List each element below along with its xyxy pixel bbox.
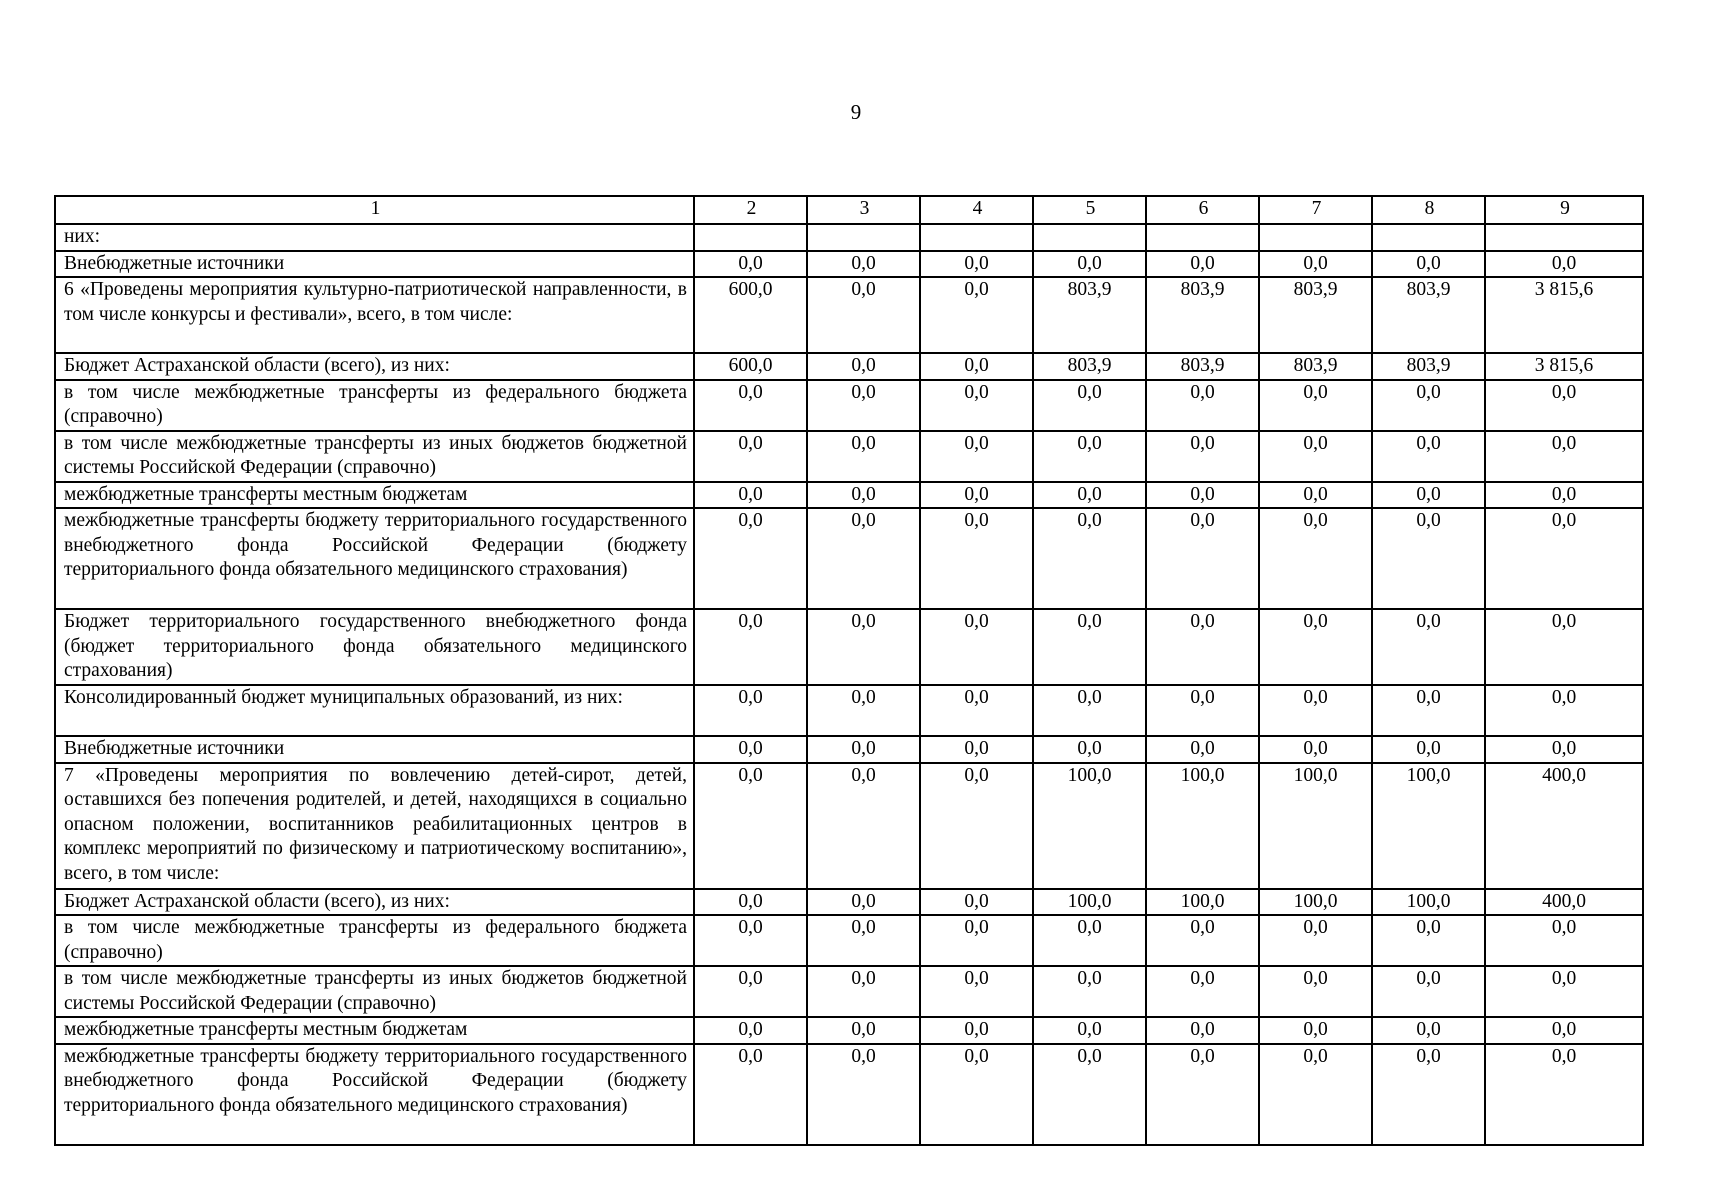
value-cell: 0,0 <box>694 915 807 966</box>
value-cell: 0,0 <box>1372 915 1485 966</box>
value-cell: 100,0 <box>1033 889 1146 916</box>
value-cell: 0,0 <box>694 431 807 482</box>
value-cell: 0,0 <box>920 353 1033 380</box>
value-cell: 0,0 <box>1372 966 1485 1017</box>
value-cell: 0,0 <box>1372 482 1485 509</box>
table-row <box>55 609 1643 685</box>
value-cell: 0,0 <box>807 736 920 763</box>
value-cell: 0,0 <box>1485 431 1643 482</box>
value-cell: 0,0 <box>1485 736 1643 763</box>
value-cell: 0,0 <box>1259 380 1372 431</box>
value-cell: 100,0 <box>1146 763 1259 889</box>
value-cell: 0,0 <box>1485 966 1643 1017</box>
value-cell: 0,0 <box>1259 966 1372 1017</box>
value-cell <box>694 224 807 251</box>
value-cell: 803,9 <box>1146 353 1259 380</box>
value-cell: 0,0 <box>1259 251 1372 278</box>
value-cell: 3 815,6 <box>1485 353 1643 380</box>
value-cell: 0,0 <box>1146 966 1259 1017</box>
table-row <box>55 685 1643 736</box>
value-cell: 600,0 <box>694 353 807 380</box>
value-cell: 0,0 <box>920 736 1033 763</box>
value-cell: 0,0 <box>694 482 807 509</box>
value-cell: 803,9 <box>1372 353 1485 380</box>
value-cell: 0,0 <box>1485 380 1643 431</box>
value-cell: 0,0 <box>694 251 807 278</box>
value-cell: 0,0 <box>1146 431 1259 482</box>
value-cell: 0,0 <box>1033 431 1146 482</box>
value-cell: 0,0 <box>1259 431 1372 482</box>
row-label: межбюджетные трансферты бюджету территориального государственного внебюджетного фонда Российской Федерации (бюджету территориального фонда обязательного медицинского страхования) <box>55 508 694 609</box>
row-label: Бюджет Астраханской области (всего), из них: <box>55 889 694 916</box>
value-cell: 0,0 <box>807 763 920 889</box>
row-label: межбюджетные трансферты местным бюджетам <box>55 482 694 509</box>
value-cell: 0,0 <box>807 1044 920 1145</box>
value-cell: 0,0 <box>807 889 920 916</box>
value-cell: 0,0 <box>1485 508 1643 609</box>
value-cell: 0,0 <box>694 889 807 916</box>
row-label: в том числе межбюджетные трансферты из иных бюджетов бюджетной системы Российской Федерации (справочно) <box>55 966 694 1017</box>
value-cell: 803,9 <box>1259 277 1372 353</box>
value-cell: 0,0 <box>1372 431 1485 482</box>
value-cell: 0,0 <box>1372 685 1485 736</box>
table-row <box>55 482 1643 509</box>
value-cell: 0,0 <box>807 353 920 380</box>
row-label: межбюджетные трансферты бюджету территориального государственного внебюджетного фонда Российской Федерации (бюджету территориального фонда обязательного медицинского страхования) <box>55 1044 694 1145</box>
value-cell: 0,0 <box>694 609 807 685</box>
header-cell: 3 <box>807 196 920 224</box>
value-cell: 0,0 <box>920 966 1033 1017</box>
value-cell: 0,0 <box>1259 508 1372 609</box>
row-label: 6 «Проведены мероприятия культурно-патриотической направленности, в том числе конкурсы и фестивали», всего, в том числе: <box>55 277 694 353</box>
value-cell: 0,0 <box>920 685 1033 736</box>
value-cell: 0,0 <box>1485 685 1643 736</box>
row-label: в том числе межбюджетные трансферты из федерального бюджета (справочно) <box>55 380 694 431</box>
header-cell: 8 <box>1372 196 1485 224</box>
value-cell: 0,0 <box>1259 482 1372 509</box>
value-cell: 100,0 <box>1259 763 1372 889</box>
table-row <box>55 353 1643 380</box>
row-label: 7 «Проведены мероприятия по вовлечению детей-сирот, детей, оставшихся без попечения родителей, и детей, находящихся в социально опасном положении, воспитанников реабилитационных центров в комплекс мероприятий по физическому и патриотическому воспитанию», всего, в том числе: <box>55 763 694 889</box>
page-number: 9 <box>850 100 862 124</box>
value-cell: 803,9 <box>1033 353 1146 380</box>
table-row <box>55 763 1643 889</box>
value-cell: 0,0 <box>694 736 807 763</box>
header-cell: 5 <box>1033 196 1146 224</box>
row-label: в том числе межбюджетные трансферты из федерального бюджета (справочно) <box>55 915 694 966</box>
value-cell: 0,0 <box>920 431 1033 482</box>
value-cell <box>807 224 920 251</box>
value-cell: 0,0 <box>1259 1044 1372 1145</box>
value-cell: 803,9 <box>1372 277 1485 353</box>
value-cell: 803,9 <box>1146 277 1259 353</box>
value-cell: 0,0 <box>1146 508 1259 609</box>
value-cell <box>1485 224 1643 251</box>
table-body <box>55 196 1643 1145</box>
value-cell: 400,0 <box>1485 763 1643 889</box>
value-cell: 0,0 <box>694 763 807 889</box>
value-cell: 0,0 <box>1259 609 1372 685</box>
value-cell: 0,0 <box>1033 482 1146 509</box>
value-cell: 0,0 <box>1485 915 1643 966</box>
value-cell: 0,0 <box>1485 1044 1643 1145</box>
value-cell: 0,0 <box>1146 609 1259 685</box>
value-cell: 0,0 <box>1033 508 1146 609</box>
value-cell: 0,0 <box>1372 508 1485 609</box>
header-cell: 7 <box>1259 196 1372 224</box>
value-cell: 100,0 <box>1033 763 1146 889</box>
value-cell <box>920 224 1033 251</box>
row-label: межбюджетные трансферты местным бюджетам <box>55 1017 694 1044</box>
value-cell: 0,0 <box>920 482 1033 509</box>
row-label: Бюджет территориального государственного внебюджетного фонда (бюджет территориального фонда обязательного медицинского страхования) <box>55 609 694 685</box>
header-cell: 1 <box>55 196 694 224</box>
table-row <box>55 224 1643 251</box>
value-cell <box>1372 224 1485 251</box>
value-cell <box>1259 224 1372 251</box>
table-row <box>55 736 1643 763</box>
value-cell: 0,0 <box>920 380 1033 431</box>
value-cell: 0,0 <box>1146 1044 1259 1145</box>
value-cell: 0,0 <box>1372 609 1485 685</box>
value-cell: 100,0 <box>1372 763 1485 889</box>
value-cell: 0,0 <box>807 431 920 482</box>
value-cell: 0,0 <box>1033 966 1146 1017</box>
table-row <box>55 1044 1643 1145</box>
table-header-row <box>55 196 1643 224</box>
table-row <box>55 277 1643 353</box>
row-label: них: <box>55 224 694 251</box>
value-cell: 0,0 <box>920 915 1033 966</box>
value-cell: 0,0 <box>1146 251 1259 278</box>
value-cell: 0,0 <box>807 380 920 431</box>
value-cell <box>1033 224 1146 251</box>
value-cell: 100,0 <box>1259 889 1372 916</box>
table-row <box>55 431 1643 482</box>
value-cell: 0,0 <box>1372 251 1485 278</box>
value-cell: 0,0 <box>807 251 920 278</box>
budget-table <box>54 195 1644 1146</box>
value-cell: 0,0 <box>1033 1017 1146 1044</box>
value-cell: 0,0 <box>920 763 1033 889</box>
value-cell: 0,0 <box>1146 1017 1259 1044</box>
value-cell: 100,0 <box>1146 889 1259 916</box>
value-cell: 0,0 <box>1485 482 1643 509</box>
value-cell: 0,0 <box>807 277 920 353</box>
value-cell: 0,0 <box>1259 1017 1372 1044</box>
value-cell: 0,0 <box>807 966 920 1017</box>
value-cell: 0,0 <box>920 251 1033 278</box>
table-row <box>55 251 1643 278</box>
value-cell: 0,0 <box>920 889 1033 916</box>
value-cell: 0,0 <box>1372 736 1485 763</box>
value-cell: 0,0 <box>807 508 920 609</box>
value-cell: 0,0 <box>1033 915 1146 966</box>
value-cell: 0,0 <box>1372 1017 1485 1044</box>
value-cell: 0,0 <box>807 482 920 509</box>
value-cell: 0,0 <box>1372 380 1485 431</box>
value-cell: 0,0 <box>694 1044 807 1145</box>
value-cell: 0,0 <box>1033 736 1146 763</box>
value-cell: 0,0 <box>694 966 807 1017</box>
value-cell: 0,0 <box>1146 736 1259 763</box>
table-row <box>55 1017 1643 1044</box>
value-cell: 600,0 <box>694 277 807 353</box>
value-cell <box>1146 224 1259 251</box>
value-cell: 0,0 <box>694 685 807 736</box>
value-cell: 0,0 <box>1146 685 1259 736</box>
row-label: Бюджет Астраханской области (всего), из них: <box>55 353 694 380</box>
row-label: Внебюджетные источники <box>55 251 694 278</box>
header-cell: 9 <box>1485 196 1643 224</box>
table-row <box>55 966 1643 1017</box>
table-row <box>55 889 1643 916</box>
value-cell: 0,0 <box>1372 1044 1485 1145</box>
value-cell: 0,0 <box>1146 482 1259 509</box>
value-cell: 0,0 <box>1146 380 1259 431</box>
row-label: Внебюджетные источники <box>55 736 694 763</box>
value-cell: 0,0 <box>807 609 920 685</box>
value-cell: 0,0 <box>807 915 920 966</box>
row-label: в том числе межбюджетные трансферты из иных бюджетов бюджетной системы Российской Федерации (справочно) <box>55 431 694 482</box>
value-cell: 0,0 <box>1146 915 1259 966</box>
value-cell: 0,0 <box>920 1044 1033 1145</box>
value-cell: 0,0 <box>1485 1017 1643 1044</box>
row-label: Консолидированный бюджет муниципальных образований, из них: <box>55 685 694 736</box>
header-cell: 6 <box>1146 196 1259 224</box>
value-cell: 0,0 <box>1033 685 1146 736</box>
value-cell: 400,0 <box>1485 889 1643 916</box>
value-cell: 0,0 <box>807 685 920 736</box>
value-cell: 0,0 <box>1033 609 1146 685</box>
value-cell: 0,0 <box>694 508 807 609</box>
value-cell: 0,0 <box>1259 685 1372 736</box>
value-cell: 100,0 <box>1372 889 1485 916</box>
table-row <box>55 915 1643 966</box>
value-cell: 0,0 <box>1033 251 1146 278</box>
table-row <box>55 380 1643 431</box>
value-cell: 0,0 <box>1485 609 1643 685</box>
value-cell: 0,0 <box>920 1017 1033 1044</box>
value-cell: 803,9 <box>1033 277 1146 353</box>
value-cell: 0,0 <box>1259 736 1372 763</box>
header-cell: 2 <box>694 196 807 224</box>
value-cell: 0,0 <box>694 380 807 431</box>
value-cell: 0,0 <box>694 1017 807 1044</box>
value-cell: 0,0 <box>920 609 1033 685</box>
table-row <box>55 508 1643 609</box>
value-cell: 3 815,6 <box>1485 277 1643 353</box>
value-cell: 803,9 <box>1259 353 1372 380</box>
value-cell: 0,0 <box>1485 251 1643 278</box>
value-cell: 0,0 <box>920 508 1033 609</box>
value-cell: 0,0 <box>1259 915 1372 966</box>
value-cell: 0,0 <box>1033 1044 1146 1145</box>
header-cell: 4 <box>920 196 1033 224</box>
value-cell: 0,0 <box>1033 380 1146 431</box>
value-cell: 0,0 <box>807 1017 920 1044</box>
value-cell: 0,0 <box>920 277 1033 353</box>
